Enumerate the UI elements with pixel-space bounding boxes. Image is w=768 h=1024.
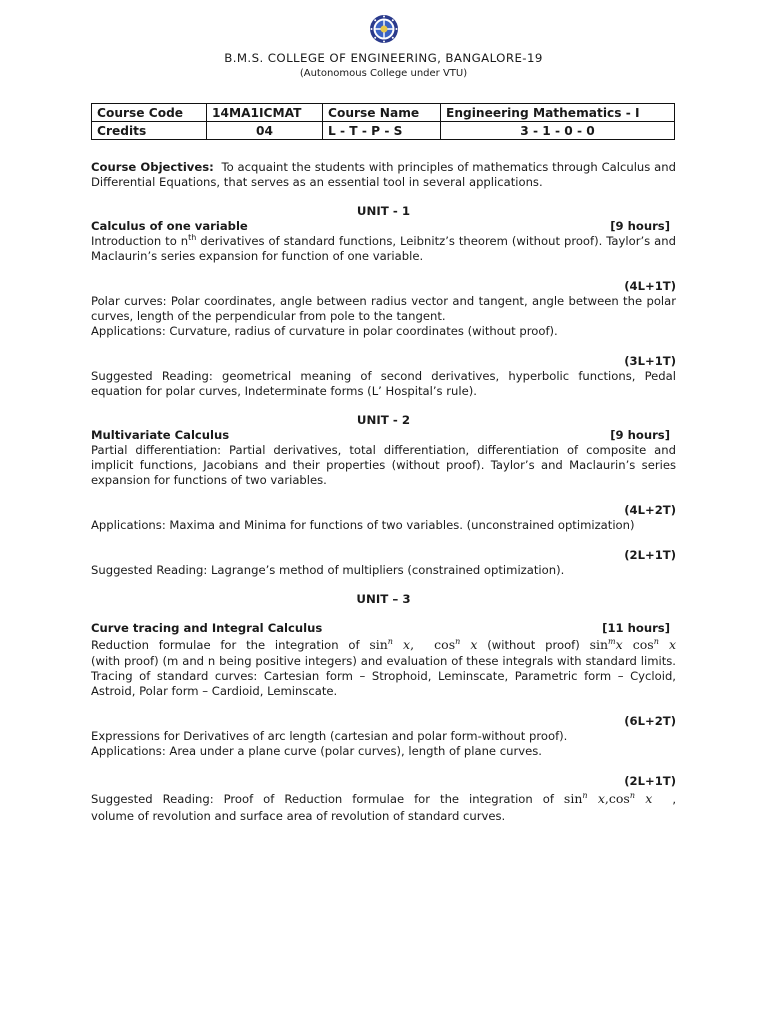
ltps-label: L - T - P - S (323, 122, 441, 140)
unit-3-lt-2: (2L+1T) (624, 774, 676, 788)
college-logo-icon (369, 14, 399, 44)
unit-3-lt-1: (6L+2T) (624, 714, 676, 728)
unit-1-suggested: Suggested Reading: geometrical meaning of second derivatives, hyperbolic functions, Pedal equation for polar curves, Indeterminate forms (L’ Hospital’s rule). (91, 369, 676, 398)
unit-3-expressions: Expressions for Derivatives of arc length (cartesian and polar form-without proof). (91, 729, 568, 743)
course-name-value: Engineering Mathematics - I (441, 104, 675, 122)
syllabus-page (91, 14, 676, 824)
objectives-label: Course Objectives: (91, 160, 214, 174)
unit-2-lt-2: (2L+1T) (624, 548, 676, 562)
unit-2-lt-1: (4L+2T) (624, 503, 676, 517)
unit-3-suggested-post: volume of revolution and surface area of revolution of standard curves. (91, 809, 506, 823)
unit-1-applications: Applications: Curvature, radius of curvature in polar coordinates (without proof). (91, 324, 558, 338)
unit-2-heading: Multivariate Calculus (91, 428, 230, 442)
unit-2-partial: Partial differentiation: Partial derivatives, total differentiation, differentiation of composite and implicit functions, Jacobians and their properties (without proof). Taylor’s and Maclaurin’s series expansion for functions of two variables. (91, 443, 676, 487)
table-row (92, 104, 675, 122)
unit-3-reduction-cont: (with proof) (m and n being positive integers) and evaluation of these integrals with standard limits. Tracing of standard curves: Cartesian form – Strophoid, Leminscate, Parametric form – Cycloid, Astroid, Polar form – Cardioid, Leminscate. (91, 654, 676, 698)
unit-1-polar: Polar curves: Polar coordinates, angle between radius vector and tangent, angle between the polar curves, length of the perpendicular from pole to the tangent. (91, 294, 676, 323)
unit-3-suggested-pre: Suggested Reading: Proof of Reduction formulae for the integration of (91, 792, 554, 806)
unit-1-intro-sup: th (188, 233, 197, 243)
credits-value: 04 (207, 122, 323, 140)
unit-3-heading-row (91, 621, 676, 636)
unit-1-intro-post: derivatives of standard functions, Leibnitz’s theorem (without proof). Taylor’s and Maclaurin’s series expansion for function of one variable. (91, 234, 676, 263)
unit-1-heading: Calculus of one variable (91, 219, 248, 233)
unit-1-intro-pre: Introduction to n (91, 234, 189, 248)
unit-3-suggested-line: Suggested Reading: Proof of Reduction formulae for the integration of $\sin^n x,\cos^n$ x , (91, 790, 677, 806)
table-row (92, 122, 675, 140)
unit-1-lt-2: (3L+1T) (624, 354, 676, 368)
unit-3-title: UNIT – 3 (356, 592, 411, 606)
unit-1-heading-row (91, 219, 676, 234)
ltps-value: 3 - 1 - 0 - 0 (441, 122, 675, 140)
unit-1-lt-1: (4L+1T) (624, 279, 676, 293)
formula-sin-cos-2: $\sin^n x,\cos^n$ x (563, 790, 653, 806)
unit-3-reduction-mid: (without proof) (487, 638, 580, 652)
course-objectives (91, 160, 676, 190)
unit-1-intro (91, 234, 676, 264)
unit-3-heading: Curve tracing and Integral Calculus (91, 621, 323, 635)
formula-sin-m-cos-n: $\sin^mx$ $\cos^n x$ (589, 636, 676, 652)
objectives-text: To acquaint the students with principles of mathematics through Calculus and Differential Equations, that serves as an essential tool in several applications. (91, 160, 676, 189)
unit-2-applications: Applications: Maxima and Minima for functions of two variables. (unconstrained optimization) (91, 518, 635, 532)
formula-sin-cos: $\sin^n x$, $\cos^n x$ (369, 636, 478, 652)
credits-label: Credits (92, 122, 207, 140)
course-table (91, 103, 675, 140)
unit-1-title: UNIT - 1 (356, 204, 411, 218)
unit-2-hours: [9 hours] (610, 428, 670, 442)
course-name-label: Course Name (323, 104, 441, 122)
unit-1-hours: [9 hours] (610, 219, 670, 233)
unit-2-title: UNIT - 2 (356, 413, 411, 427)
unit-3-reduction-pre: Reduction formulae for the integration of (91, 638, 360, 652)
unit-3-hours: [11 hours] (602, 621, 670, 635)
course-code-label: Course Code (92, 104, 207, 122)
college-name: B.M.S. COLLEGE OF ENGINEERING, BANGALORE-19 (224, 51, 543, 65)
unit-2-suggested: Suggested Reading: Lagrange’s method of multipliers (constrained optimization). (91, 563, 565, 577)
course-code-value: 14MA1ICMAT (207, 104, 323, 122)
unit-2-heading-row (91, 428, 676, 443)
unit-3-reduction-line (91, 636, 676, 654)
unit-3-applications: Applications: Area under a plane curve (polar curves), length of plane curves. (91, 744, 542, 758)
college-subtitle: (Autonomous College under VTU) (299, 68, 468, 79)
